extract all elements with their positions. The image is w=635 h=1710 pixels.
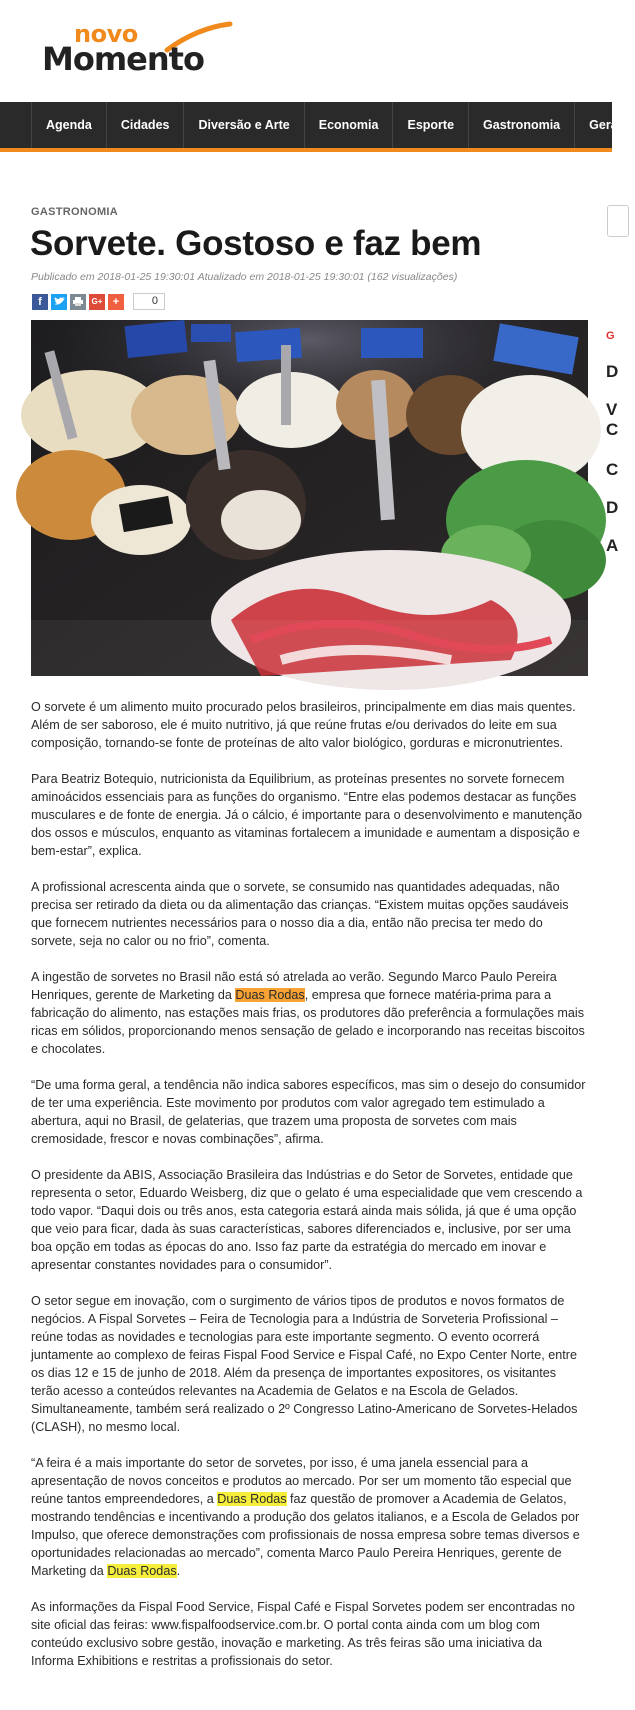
print-icon[interactable]: [70, 294, 86, 310]
paragraph-text: “A feira é a mais importante do setor de sorvetes, por isso, é uma janela essencial para a apresentação de novos conceitos e produtos ao mercado. Por ser um momento tão especial que reúne tantos empreendedores, a: [31, 1456, 572, 1506]
highlight-duas-rodas: Duas Rodas: [217, 1492, 287, 1506]
logo-momento: Momento: [42, 40, 204, 78]
twitter-icon[interactable]: [51, 294, 67, 310]
nav-item-gastronomia[interactable]: Gastronomia: [468, 102, 574, 148]
article-paragraph: [31, 968, 588, 1058]
site-logo[interactable]: [42, 20, 212, 82]
article-title: Sorvete. Gostoso e faz bem: [30, 224, 482, 263]
highlight-duas-rodas: Duas Rodas: [107, 1564, 177, 1578]
main-nav: [0, 102, 622, 152]
nav-item-esporte[interactable]: Esporte: [392, 102, 468, 148]
article-body: [31, 698, 588, 1688]
facebook-icon[interactable]: f: [32, 294, 48, 310]
article-paragraph: “De uma forma geral, a tendência não indica sabores específicos, mas sim o desejo do consumidor de ter uma experiência. Este movimento por produtos com valor agregado tem estimulado a abertura, aqui no Brasil, de gelaterias, que trazem uma proposta de sorvetes com mais cremosidade, frescor e novas combinações”, afirma.: [31, 1078, 586, 1146]
article-paragraph: O sorvete é um alimento muito procurado pelos brasileiros, principalmente em dias mais quentes. Além de ser saboroso, ele é muito nutritivo, já que reúne frutas e/ou derivados do leite em sua composição, tornando-se fonte de proteínas de alto valor biológico, gorduras e micronutrientes.: [31, 700, 576, 750]
share-bar: [32, 293, 165, 310]
logo-novo: novo: [74, 20, 138, 48]
article-paragraph: Para Beatriz Botequio, nutricionista da Equilibrium, as proteínas presentes no sorvete fornecem aminoácidos essenciais para as funções do organismo. “Entre elas podemos destacar as funções musculares e de fonte de energia. Já o cálcio, é importante para o desenvolvimento e manutenção dos ossos e músculos, enquanto as vitaminas fortalecem a imunidade e aumentam a disposição e bem-estar”, explica.: [31, 772, 582, 858]
article-paragraph: O presidente da ABIS, Associação Brasileira das Indústrias e do Setor de Sorvetes, entidade que representa o setor, Eduardo Weisberg, diz que o gelato é uma especialidade que vem crescendo a todo vapor. “Daqui dois ou três anos, esta categoria estará ainda mais sólida, já que é uma opção que veio para ficar, dada às suas características, sabores diferenciados e, inclusive, por ser uma boa opção em todas as épocas do ano. Isso faz parte da estratégia do mercado em inovar e apresentar constantes novidades para o consumidor”.: [31, 1168, 583, 1272]
plus-icon[interactable]: +: [108, 294, 124, 310]
share-count: 0: [133, 293, 165, 310]
sidebar-link[interactable]: C: [606, 420, 619, 439]
article-meta: Publicado em 2018-01-25 19:30:01 Atualizado em 2018-01-25 19:30:01 (162 visualizações): [31, 271, 458, 283]
article-paragraph: [31, 1454, 588, 1580]
sidebar-link[interactable]: D: [606, 362, 619, 381]
article-paragraph: O setor segue em inovação, com o surgimento de vários tipos de produtos e novos formatos de negócios. A Fispal Sorvetes – Feira de Tecnologia para a Indústria de Sorveteria Profissional – reúne todas as novidades e tecnologias para este importante segmento. O evento ocorrerá juntamente ao complexo de feiras Fispal Food Service e Fispal Café, no Expo Center Norte, entre os dias 12 e 15 de junho de 2018. Além da presença de importantes expositores, os visitantes terão acesso a conteúdos relevantes na Academia de Gelatos e na Escola de Gelados. Simultaneamente, também será realizado o 2º Congresso Latino-Americano de Sorvetes-Helados (CLASH), no mesmo local.: [31, 1294, 578, 1434]
sidebar-link[interactable]: A: [606, 536, 619, 555]
nav-item-diversao-e-arte[interactable]: Diversão e Arte: [183, 102, 303, 148]
sidebar-heading: G: [606, 330, 615, 342]
article-paragraph: A profissional acrescenta ainda que o sorvete, se consumido nas quantidades adequadas, não precisa ser retirado da dieta ou da alimentação das crianças. “Existem muitas opções saudáveis que fornecem nutrientes necessários para o nosso dia a dia, então não precisa ter medo do sorvete, seja no calor ou no frio”, comenta.: [31, 880, 569, 948]
nav-item-geral[interactable]: Geral: [574, 102, 635, 148]
article-category[interactable]: GASTRONOMIA: [31, 206, 119, 218]
google-plus-icon[interactable]: G+: [89, 294, 105, 310]
nav-item-economia[interactable]: Economia: [304, 102, 393, 148]
article-hero-image: [31, 320, 588, 676]
paragraph-text: .: [176, 1564, 181, 1578]
paragraph-text: , empresa que fornece matéria-prima para a fabricação do alimento, nas estações mais frias, os produtores dão preferência a formulações mais ricas em sólidos, proporcionando menos sensação de gelado e incorporando nas receitas biscoitos e chocolates.: [31, 988, 585, 1056]
sidebar-link[interactable]: D: [606, 498, 619, 517]
sidebar-search-input[interactable]: [607, 205, 629, 237]
nav-item-agenda[interactable]: Agenda: [31, 102, 106, 148]
paragraph-text: faz questão de promover a Academia de Gelatos, mostrando tendências e incentivando a produção dos gelatos italianos, e a Escola de Gelados por Impulso, que oferece demonstrações com profissionais de nossa empresa sobre temas diversos e oportunidades relacionadas ao mercado”, comenta Marco Paulo Pereira Henriques, gerente de Marketing da: [31, 1492, 580, 1578]
article-paragraph: As informações da Fispal Food Service, Fispal Café e Fispal Sorvetes podem ser encontradas no site oficial das feiras: www.fispalfoodservice.com.br. O portal conta ainda com um blog com conteúdo exclusivo sobre gestão, inovação e marketing. As três feiras são uma iniciativa da Informa Exhibitions e restritas a profissionais do setor.: [31, 1600, 575, 1668]
sidebar-link[interactable]: V: [606, 400, 618, 419]
sidebar-link[interactable]: C: [606, 460, 619, 479]
highlight-duas-rodas: Duas Rodas: [235, 988, 305, 1002]
paragraph-text: A ingestão de sorvetes no Brasil não está só atrelada ao verão. Segundo Marco Paulo Pereira Henriques, gerente de Marketing da: [31, 970, 557, 1002]
nav-item-cidades[interactable]: Cidades: [106, 102, 184, 148]
